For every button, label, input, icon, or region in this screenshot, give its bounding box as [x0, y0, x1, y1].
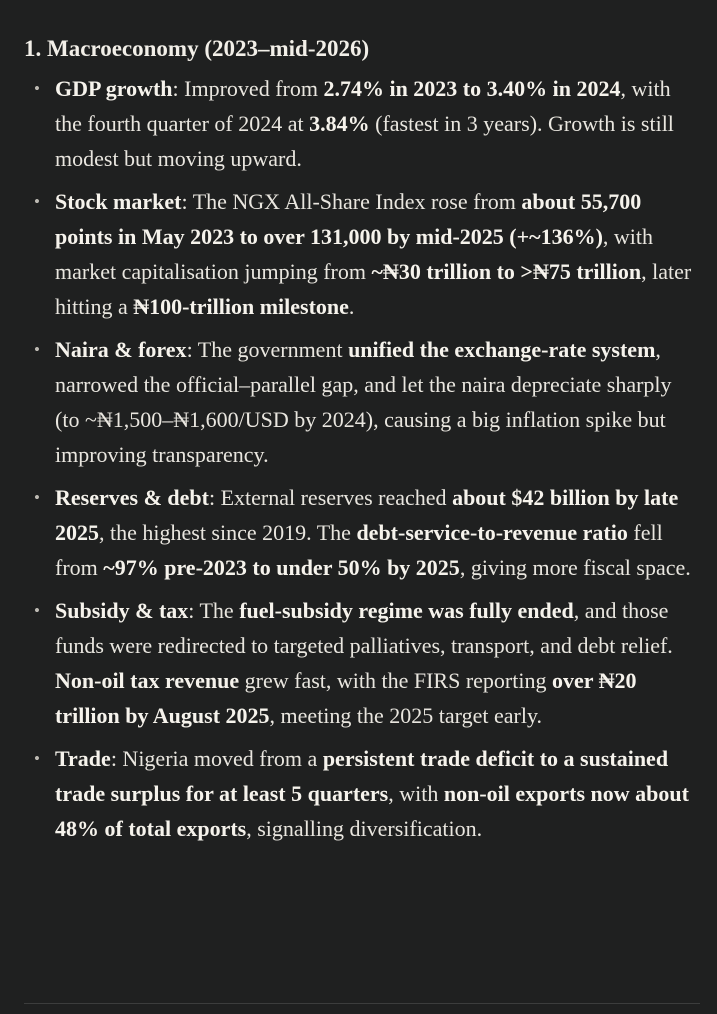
- body-text: , narrowed the official–parallel gap, and let the naira depreciate sharply (to ~₦1,500–₦1,600/USD by 2024), causing a big inflation spike but improving transparency.: [55, 337, 672, 467]
- body-text: : Nigeria moved from a: [110, 746, 323, 771]
- body-text: , with the fourth quarter of 2024 at: [55, 76, 671, 136]
- body-text: , with market capitalisation jumping from: [55, 224, 654, 284]
- list-item: [24, 71, 700, 176]
- body-text: : The: [188, 598, 240, 623]
- list-item: [24, 741, 700, 846]
- body-text: .: [348, 294, 355, 319]
- list-item: [24, 480, 700, 585]
- list-item: [24, 593, 700, 733]
- bold-text: persistent trade deficit to a sustained trade surplus for at least 5 quarters: [55, 746, 669, 806]
- bullet-icon: •: [34, 601, 40, 620]
- section-heading: 1. Macroeconomy (2023–mid-2026): [24, 36, 370, 61]
- bold-text: Reserves & debt: [55, 485, 209, 510]
- body-text: (fastest in 3 years). Growth is still modest but moving upward.: [55, 111, 674, 171]
- bold-text: GDP growth: [55, 76, 173, 101]
- bold-text: ~97% pre-2023 to under 50% by 2025: [103, 555, 460, 580]
- bold-text: about 55,700 points in May 2023 to over 131,000 by mid-2025 (+~136%): [55, 189, 642, 249]
- bold-text: Trade: [55, 746, 111, 771]
- bold-text: 2.74% in 2023 to 3.40% in 2024: [323, 76, 621, 101]
- body-text: , the highest since 2019. The: [99, 520, 357, 545]
- bold-text: fuel-subsidy regime was fully ended: [239, 598, 574, 623]
- bullet-icon: •: [34, 79, 40, 98]
- bold-text: over ₦20 trillion by August 2025: [55, 668, 637, 728]
- bold-text: ₦100-trillion milestone: [133, 294, 349, 319]
- bold-text: ~₦30 trillion to >₦75 trillion: [371, 259, 642, 284]
- bold-text: non-oil exports now about 48% of total exports: [55, 781, 689, 841]
- body-text: fell from: [55, 520, 663, 580]
- body-text: , giving more fiscal space.: [459, 555, 691, 580]
- bold-text: Non-oil tax revenue: [55, 668, 240, 693]
- bold-text: debt-service-to-revenue ratio: [356, 520, 628, 545]
- body-text: , meeting the 2025 target early.: [269, 703, 543, 728]
- body-text: grew fast, with the FIRS reporting: [239, 668, 552, 693]
- bullet-icon: •: [34, 340, 40, 359]
- body-text: , later hitting a: [55, 259, 692, 319]
- bold-text: 3.84%: [309, 111, 370, 136]
- body-text: , and those funds were redirected to targeted palliatives, transport, and debt relief.: [55, 598, 673, 658]
- bullet-icon: •: [34, 749, 40, 768]
- body-text: : Improved from: [172, 76, 324, 101]
- document-section: [24, 33, 700, 854]
- body-text: , with: [388, 781, 444, 806]
- body-text: : The NGX All-Share Index rose from: [181, 189, 522, 214]
- bold-text: about $42 billion by late 2025: [55, 485, 679, 545]
- body-text: : The government: [186, 337, 349, 362]
- bullet-list: [24, 71, 700, 846]
- body-text: : External reserves reached: [208, 485, 453, 510]
- section-divider: [24, 1003, 700, 1004]
- bullet-icon: •: [34, 192, 40, 211]
- bold-text: Subsidy & tax: [55, 598, 189, 623]
- bullet-icon: •: [34, 488, 40, 507]
- bold-text: Naira & forex: [55, 337, 187, 362]
- bold-text: Stock market: [55, 189, 182, 214]
- list-item: [24, 332, 700, 472]
- bold-text: unified the exchange-rate system: [348, 337, 656, 362]
- list-item: [24, 184, 700, 324]
- body-text: , signalling diversification.: [246, 816, 483, 841]
